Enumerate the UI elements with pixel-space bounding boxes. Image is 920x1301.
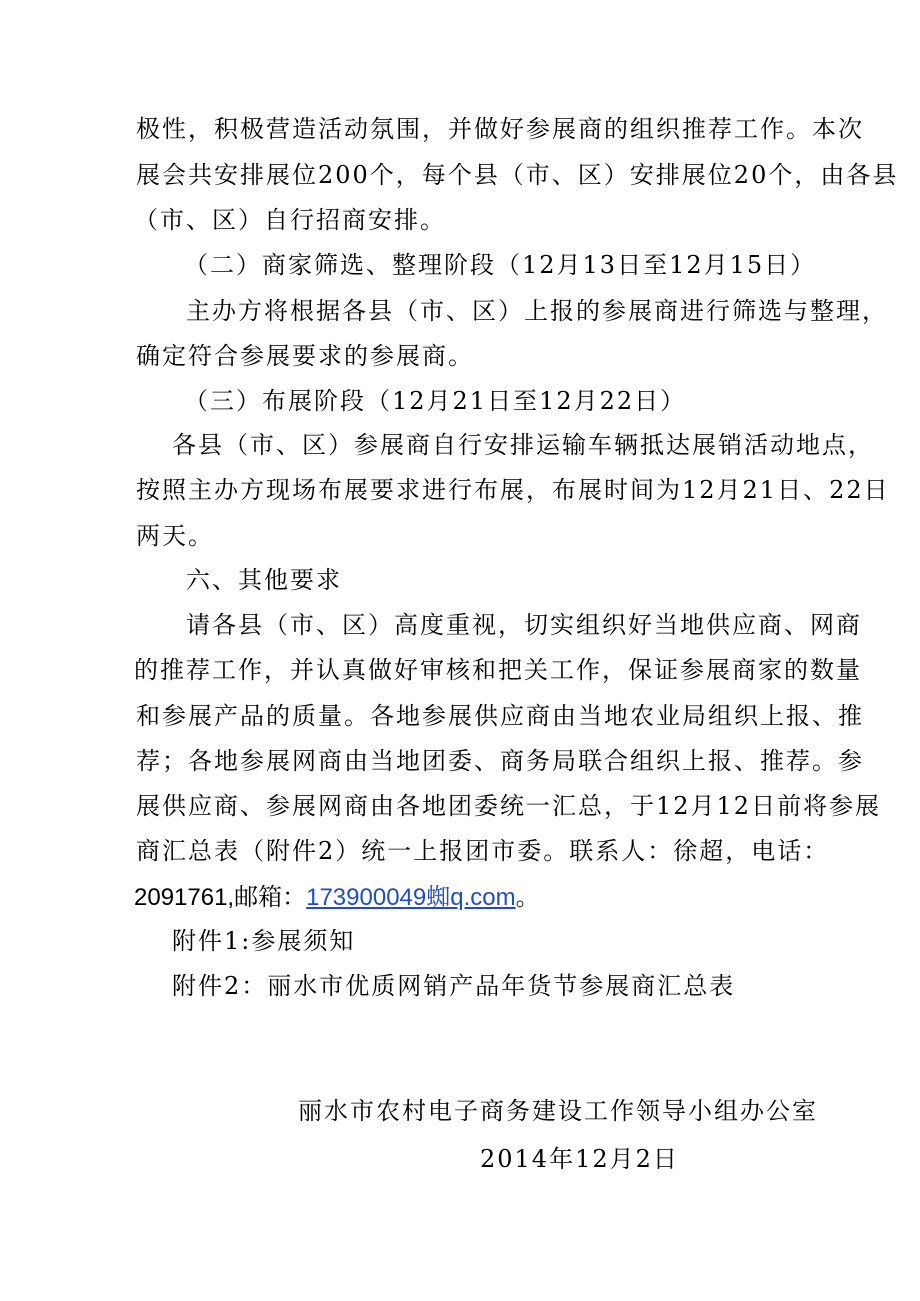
contact-prefix: 2091761,邮箱：	[134, 884, 307, 911]
paragraph-line: 各县（市、区）参展商自行安排运输车辆抵达展销活动地点，	[172, 431, 874, 459]
paragraph-line: （市、区）自行招商安排。	[134, 206, 446, 234]
paragraph-line: 极性，积极营造活动氛围，并做好参展商的组织推荐工作。本次	[136, 115, 864, 143]
paragraph-line: 确定符合参展要求的参展商。	[136, 342, 474, 370]
paragraph-line: 的推荐工作，并认真做好审核和把关工作，保证参展商家的数量	[134, 656, 862, 684]
paragraph-line: 请各县（市、区）高度重视，切实组织好当地供应商、网商	[186, 611, 862, 639]
section-heading: 六、其他要求	[186, 566, 342, 594]
signature-date: 2014年12月2日	[480, 1145, 679, 1173]
attachment-item: 附件2：丽水市优质网销产品年货节参展商汇总表	[172, 972, 736, 1000]
paragraph-line: 主办方将根据各县（市、区）上报的参展商进行筛选与整理，	[186, 297, 888, 325]
email-link[interactable]: 173900049蜘q.com	[306, 884, 516, 911]
paragraph-line: 和参展产品的质量。各地参展供应商由当地农业局组织上报、推	[136, 702, 864, 730]
paragraph-line: 商汇总表（附件2）统一上报团市委。联系人：徐超，电话：	[136, 837, 830, 865]
paragraph-line: 荐；各地参展网商由当地团委、商务局联合组织上报、推荐。参	[136, 747, 864, 775]
section-heading: （三）布展阶段（12月21日至12月22日）	[184, 387, 687, 415]
signature-org: 丽水市农村电子商务建设工作领导小组办公室	[298, 1097, 818, 1125]
paragraph-line: 展会共安排展位200个，每个县（市、区）安排展位20个，由各县	[136, 161, 899, 189]
section-heading: （二）商家筛选、整理阶段（12月13日至12月15日）	[184, 251, 817, 279]
paragraph-line: 按照主办方现场布展要求进行布展，布展时间为12月21日、22日	[136, 476, 890, 504]
attachment-item: 附件1:参展须知	[172, 927, 356, 955]
paragraph-line: 展供应商、参展网商由各地团委统一汇总，于12月12日前将参展	[136, 792, 882, 820]
contact-line	[134, 882, 542, 913]
contact-suffix: 。	[515, 883, 542, 911]
paragraph-line: 两天。	[136, 522, 214, 550]
